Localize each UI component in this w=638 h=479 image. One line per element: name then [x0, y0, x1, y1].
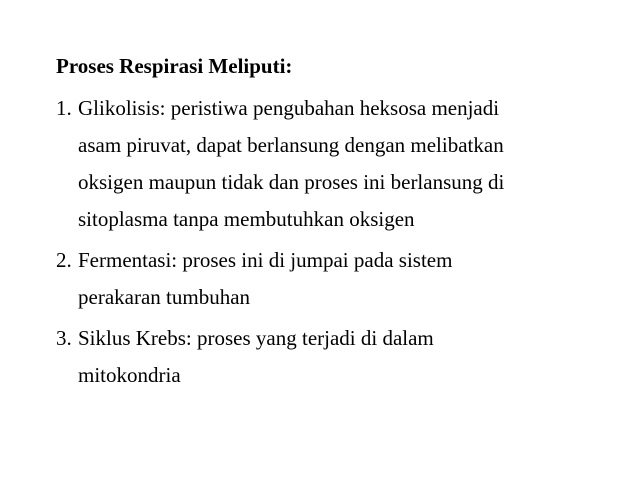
- list-item-line: mitokondria: [78, 363, 181, 387]
- respiration-process-list: [56, 90, 616, 398]
- list-item-krebs-cycle: [56, 320, 616, 394]
- list-item-line: perakaran tumbuhan: [78, 285, 251, 309]
- slide-heading: Proses Respirasi Meliputi:: [56, 54, 293, 78]
- list-item-line: Glikolisis: peristiwa pengubahan heksosa menjadi: [78, 96, 500, 120]
- list-item-glycolysis: [56, 90, 616, 238]
- list-item-line: Fermentasi: proses ini di jumpai pada sistem: [78, 248, 453, 272]
- list-item-line: oksigen maupun tidak dan proses ini berlansung di: [78, 170, 505, 194]
- list-item-number: 1.: [56, 96, 72, 120]
- list-item-fermentation: [56, 242, 616, 316]
- list-item-line: Siklus Krebs: proses yang terjadi di dalam: [78, 326, 434, 350]
- list-item-line: asam piruvat, dapat berlansung dengan melibatkan: [78, 133, 504, 157]
- list-item-line: sitoplasma tanpa membutuhkan oksigen: [78, 207, 415, 231]
- list-item-number: 3.: [56, 326, 72, 350]
- list-item-number: 2.: [56, 248, 72, 272]
